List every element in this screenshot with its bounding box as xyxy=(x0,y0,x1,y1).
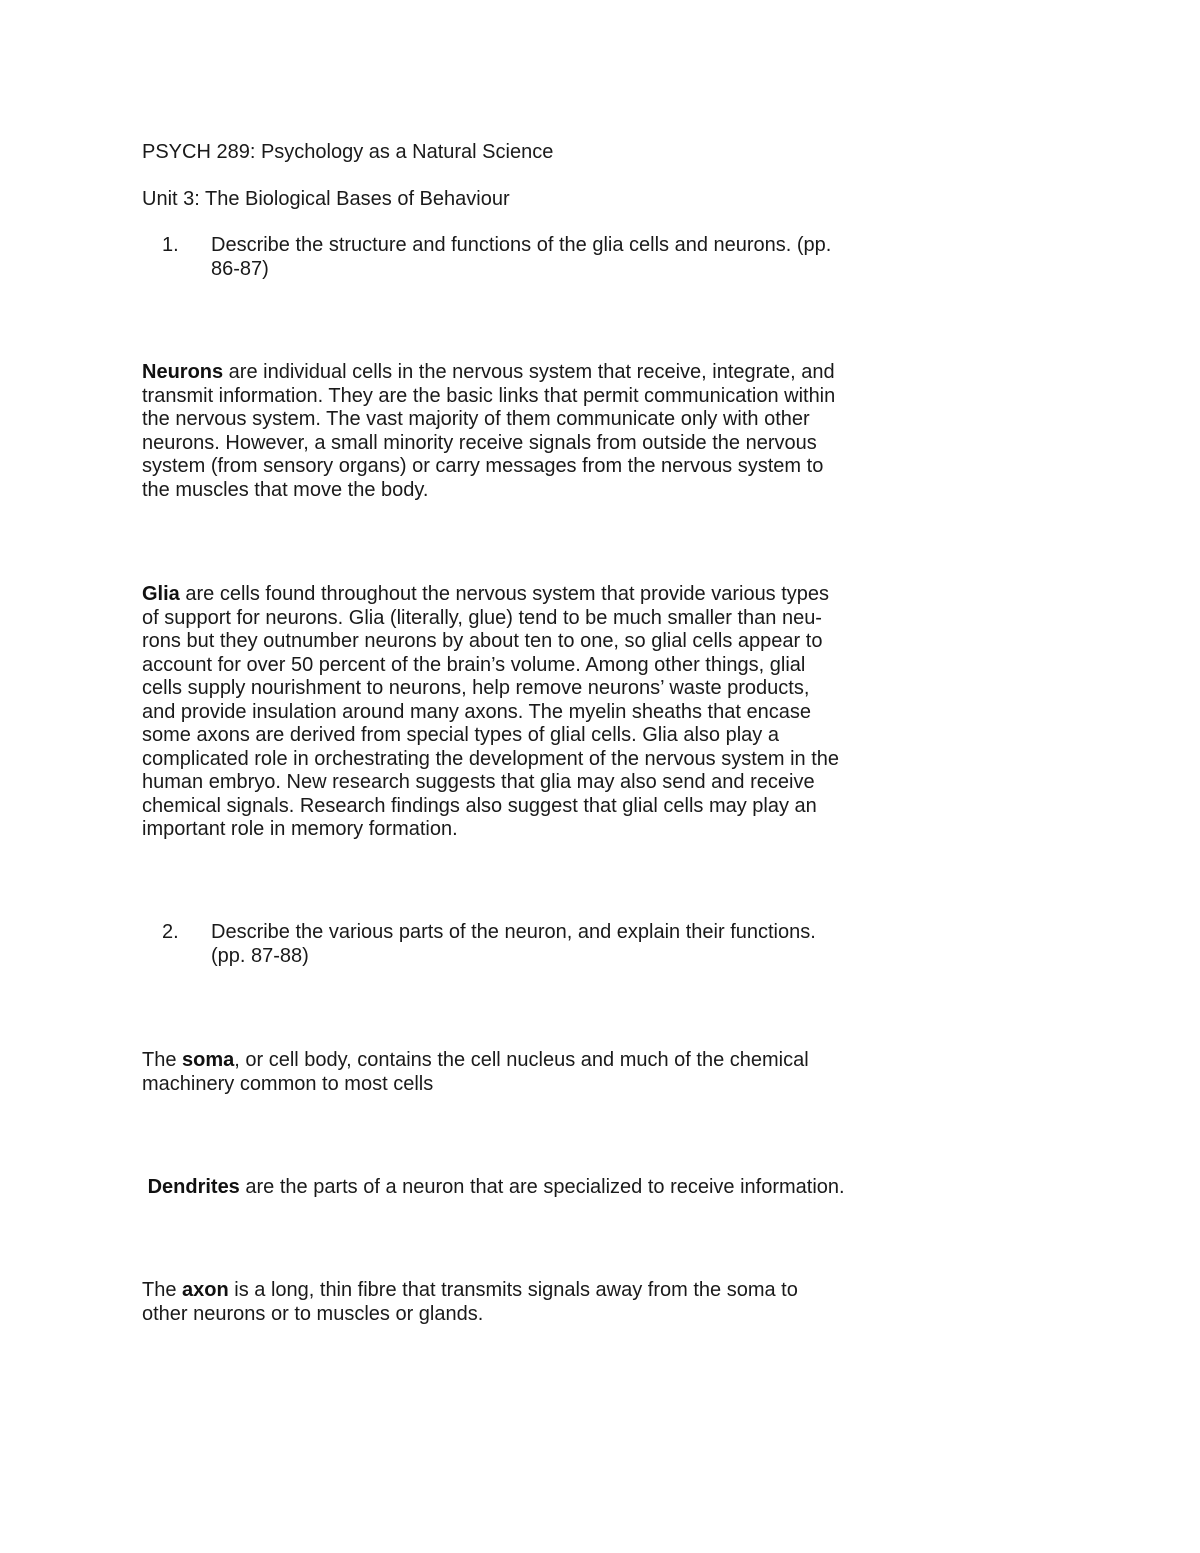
question-2-number: 2. xyxy=(162,921,179,943)
glia-line: of support for neurons. Glia (literally, glue) tend to be much smaller than neu- xyxy=(142,606,822,629)
neurons-line: transmit information. They are the basic links that permit communication within xyxy=(142,384,836,407)
axon-first-line xyxy=(142,1279,922,1303)
unit-title: Unit 3: The Biological Bases of Behaviour xyxy=(142,188,510,210)
question-1-text xyxy=(211,234,911,281)
axon-term: axon xyxy=(182,1279,229,1301)
neurons-first-line-rest: are individual cells in the nervous system that receive, integrate, and xyxy=(223,361,835,383)
dendrites-paragraph xyxy=(142,1176,922,1200)
glia-line: some axons are derived from special types of glial cells. Glia also play a xyxy=(142,724,779,746)
dendrites-rest: are the parts of a neuron that are specialized to receive information. xyxy=(239,1176,845,1198)
glia-line: chemical signals. Research findings also suggest that glial cells may play an xyxy=(142,794,817,817)
neurons-line: the nervous system. The vast majority of them communicate only with other xyxy=(142,408,810,430)
glia-first-line-rest: are cells found throughout the nervous system that provide various types xyxy=(179,583,830,605)
question-2-line: (pp. 87-88) xyxy=(211,944,309,967)
question-1-line: 86-87) xyxy=(211,257,269,280)
glia-paragraph xyxy=(142,583,922,842)
neurons-first-line xyxy=(142,361,922,385)
axon-paragraph xyxy=(142,1279,922,1326)
axon-line: other neurons or to muscles or glands. xyxy=(142,1302,484,1325)
glia-line: important role in memory formation. xyxy=(142,818,458,840)
glia-line: complicated role in orchestrating the development of the nervous system in the xyxy=(142,747,840,770)
question-1-number: 1. xyxy=(162,234,179,256)
glia-line: account for over 50 percent of the brain’s volume. Among other things, glial xyxy=(142,653,806,676)
question-2-line: Describe the various parts of the neuron, and explain their functions. xyxy=(211,921,816,943)
dendrites-term: Dendrites xyxy=(147,1176,240,1198)
soma-first-line-rest: , or cell body, contains the cell nucleus and much of the chemical xyxy=(234,1049,809,1071)
glia-line: rons but they outnumber neurons by about ten to one, so glial cells appear to xyxy=(142,630,823,652)
neurons-paragraph xyxy=(142,361,922,502)
course-title: PSYCH 289: Psychology as a Natural Science xyxy=(142,141,554,163)
question-2-text xyxy=(211,921,911,968)
soma-term: soma xyxy=(182,1049,235,1071)
question-1-line: Describe the structure and functions of the glia cells and neurons. (pp. xyxy=(211,234,832,256)
glia-first-line xyxy=(142,583,922,607)
soma-lead: The xyxy=(142,1049,183,1071)
glia-line: human embryo. New research suggests that glia may also send and receive xyxy=(142,771,815,793)
soma-paragraph xyxy=(142,1049,922,1096)
glia-line: and provide insulation around many axons. The myelin sheaths that encase xyxy=(142,700,811,723)
soma-first-line xyxy=(142,1049,922,1073)
axon-lead: The xyxy=(142,1279,183,1301)
soma-line: machinery common to most cells xyxy=(142,1072,434,1095)
neurons-line: neurons. However, a small minority receive signals from outside the nervous xyxy=(142,431,817,454)
glia-term: Glia xyxy=(142,583,180,605)
neurons-line: system (from sensory organs) or carry messages from the nervous system to xyxy=(142,455,824,477)
axon-first-line-rest: is a long, thin fibre that transmits signals away from the soma to xyxy=(228,1279,798,1301)
glia-line: cells supply nourishment to neurons, help remove neurons’ waste products, xyxy=(142,677,810,699)
neurons-line: the muscles that move the body. xyxy=(142,478,429,501)
neurons-term: Neurons xyxy=(142,361,224,383)
